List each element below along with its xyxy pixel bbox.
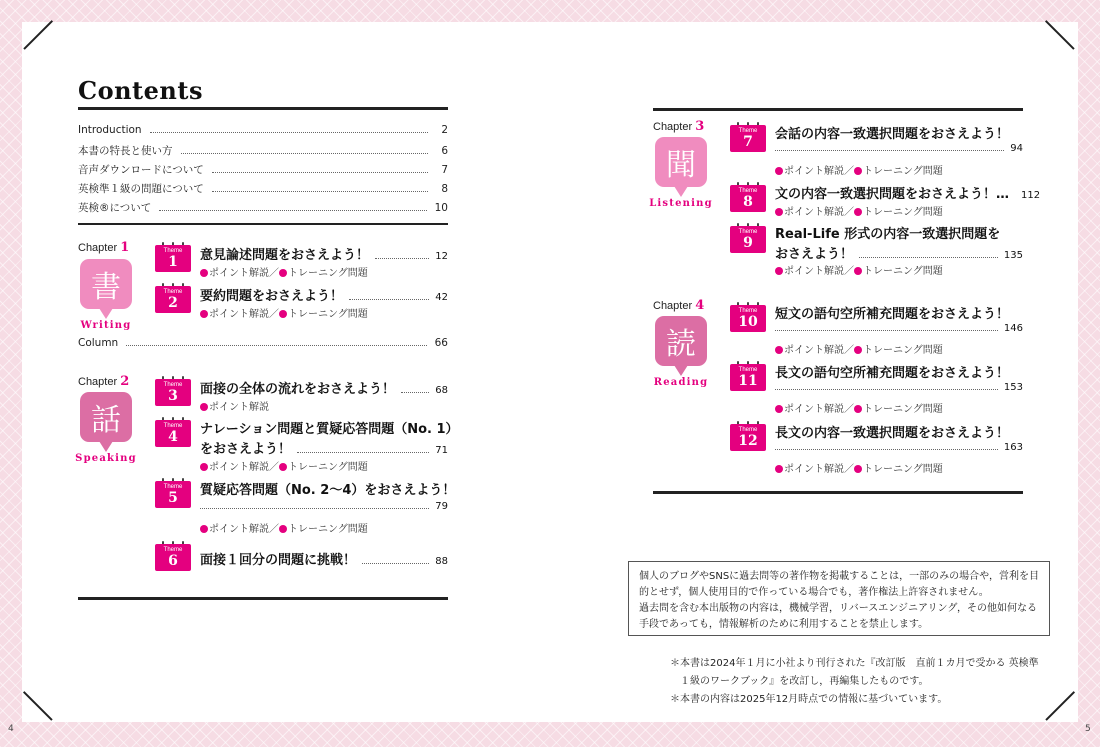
chapter-4-word: Reading (653, 377, 709, 388)
page-number-left: 4 (8, 724, 14, 734)
theme-11-entry[interactable]: 153 (775, 382, 1023, 393)
theme-10-sub: ポイント解説／ トレーニング問題 (775, 341, 943, 356)
theme-10-title[interactable]: 短文の語句空所補充問題をおさえよう！ (775, 307, 1010, 322)
chapter-2-word: Speaking (75, 453, 137, 464)
theme-7-icon: Theme 7 (730, 122, 766, 152)
theme-9-icon: Theme 9 (730, 223, 766, 253)
theme-12-entry[interactable]: 163 (775, 442, 1023, 453)
chapter-2-kanji: 話 (80, 392, 132, 442)
chapter-4-label: Chapter 4 (653, 298, 705, 313)
theme-1-entry[interactable]: 意見論述問題をおさえよう！ 12 (200, 248, 448, 263)
chapter-4-kanji: 読 (655, 316, 707, 366)
theme-2-entry[interactable]: 要約問題をおさえよう！ 42 (200, 289, 448, 304)
bottom-rule-right (653, 491, 1023, 494)
theme-12-title[interactable]: 長文の内容一致選択問題をおさえよう！ (775, 426, 1010, 441)
theme-1-sub: ポイント解説／ トレーニング問題 (200, 264, 368, 279)
theme-1-icon: Theme 1 (155, 242, 191, 272)
theme-3-sub: ポイント解説 (200, 398, 269, 413)
theme-7-entry[interactable]: 94 (775, 143, 1023, 154)
theme-2-icon: Theme 2 (155, 283, 191, 313)
theme-7-title[interactable]: 会話の内容一致選択問題をおさえよう！ (775, 127, 1010, 142)
chapter-1-label: Chapter 1 (78, 240, 130, 255)
chapter-1-word: Writing (80, 320, 132, 331)
theme-5-title[interactable]: 質疑応答問題（No. 2〜4）をおさえよう！ (200, 483, 456, 498)
toc-line-features[interactable]: 本書の特長と使い方 6 (78, 145, 448, 157)
theme-4-sub: ポイント解説／ トレーニング問題 (200, 458, 368, 473)
theme-2-sub: ポイント解説／ トレーニング問題 (200, 305, 368, 320)
theme-10-icon: Theme 10 (730, 302, 766, 332)
footnote-3: ＊本書の内容は2025年12月時点での情報に基づいています。 (670, 694, 948, 705)
toc-line-audio[interactable]: 音声ダウンロードについて 7 (78, 164, 448, 176)
toc-line-eiken[interactable]: 英検®について 10 (78, 202, 448, 214)
toc-line-exam[interactable]: 英検準１級の問題について 8 (78, 183, 448, 195)
theme-6-entry[interactable]: 面接１回分の問題に挑戦！ 88 (200, 553, 448, 568)
theme-10-entry[interactable]: 146 (775, 323, 1023, 334)
footnote-2: １級のワークブック』を改訂し，再編集したものです。 (680, 676, 929, 687)
toc-line-column[interactable]: Column 66 (78, 337, 448, 349)
title-rule (78, 107, 448, 110)
theme-11-sub: ポイント解説／ トレーニング問題 (775, 400, 943, 415)
chapter-2-label: Chapter 2 (78, 374, 130, 389)
theme-12-icon: Theme 12 (730, 421, 766, 451)
footnote-1: ＊本書は2024年１月に小社より刊行された『改訂版 直前１カ月で受かる 英検準 (670, 658, 1039, 669)
theme-12-sub: ポイント解説／ トレーニング問題 (775, 460, 943, 475)
theme-8-icon: Theme 8 (730, 182, 766, 212)
bottom-rule-left (78, 597, 448, 600)
chapter-1-kanji: 書 (80, 259, 132, 309)
page-number-right: 5 (1085, 724, 1091, 734)
theme-11-title[interactable]: 長文の語句空所補充問題をおさえよう！ (775, 366, 1010, 381)
top-rule-right (653, 108, 1023, 111)
chapter-3-kanji: 聞 (655, 137, 707, 187)
theme-7-sub: ポイント解説／ トレーニング問題 (775, 162, 943, 177)
section-rule (78, 223, 448, 225)
theme-11-icon: Theme 11 (730, 361, 766, 391)
theme-4-entry[interactable]: をおさえよう！ 71 (200, 442, 448, 457)
theme-3-entry[interactable]: 面接の全体の流れをおさえよう！ 68 (200, 382, 448, 397)
theme-6-icon: Theme 6 (155, 541, 191, 571)
theme-4-icon: Theme 4 (155, 417, 191, 447)
toc-line-introduction[interactable]: Introduction 2 (78, 124, 448, 136)
theme-8-sub: ポイント解説／ トレーニング問題 (775, 203, 943, 218)
theme-5-sub: ポイント解説／ トレーニング問題 (200, 520, 368, 535)
theme-9-title[interactable]: Real-Life 形式の内容一致選択問題を (775, 227, 1001, 242)
theme-4-title[interactable]: ナレーション問題と質疑応答問題（No. 1） (200, 422, 459, 437)
theme-9-entry[interactable]: おさえよう！ 135 (775, 247, 1023, 262)
chapter-3-label: Chapter 3 (653, 119, 705, 134)
page-title: Contents (78, 76, 203, 105)
theme-8-entry[interactable]: 文の内容一致選択問題をおさえよう！… 112 (775, 187, 1041, 202)
theme-5-icon: Theme 5 (155, 478, 191, 508)
theme-5-entry[interactable]: 79 (200, 501, 448, 512)
theme-3-icon: Theme 3 (155, 376, 191, 406)
copyright-notice: 個人のブログやSNSに過去問等の著作物を掲載することは，一部のみの場合や，営利を目 的とせず，個人使用目的で作っている場合でも，著作権法上許容されません。 過去問を含む本出版物の内容は，機械学習，リバースエンジニアリング，その他如何なる 手段であっても，情報解析のために利用することを禁止します。 (628, 561, 1050, 636)
chapter-3-word: Listening (649, 198, 713, 209)
theme-9-sub: ポイント解説／ トレーニング問題 (775, 262, 943, 277)
